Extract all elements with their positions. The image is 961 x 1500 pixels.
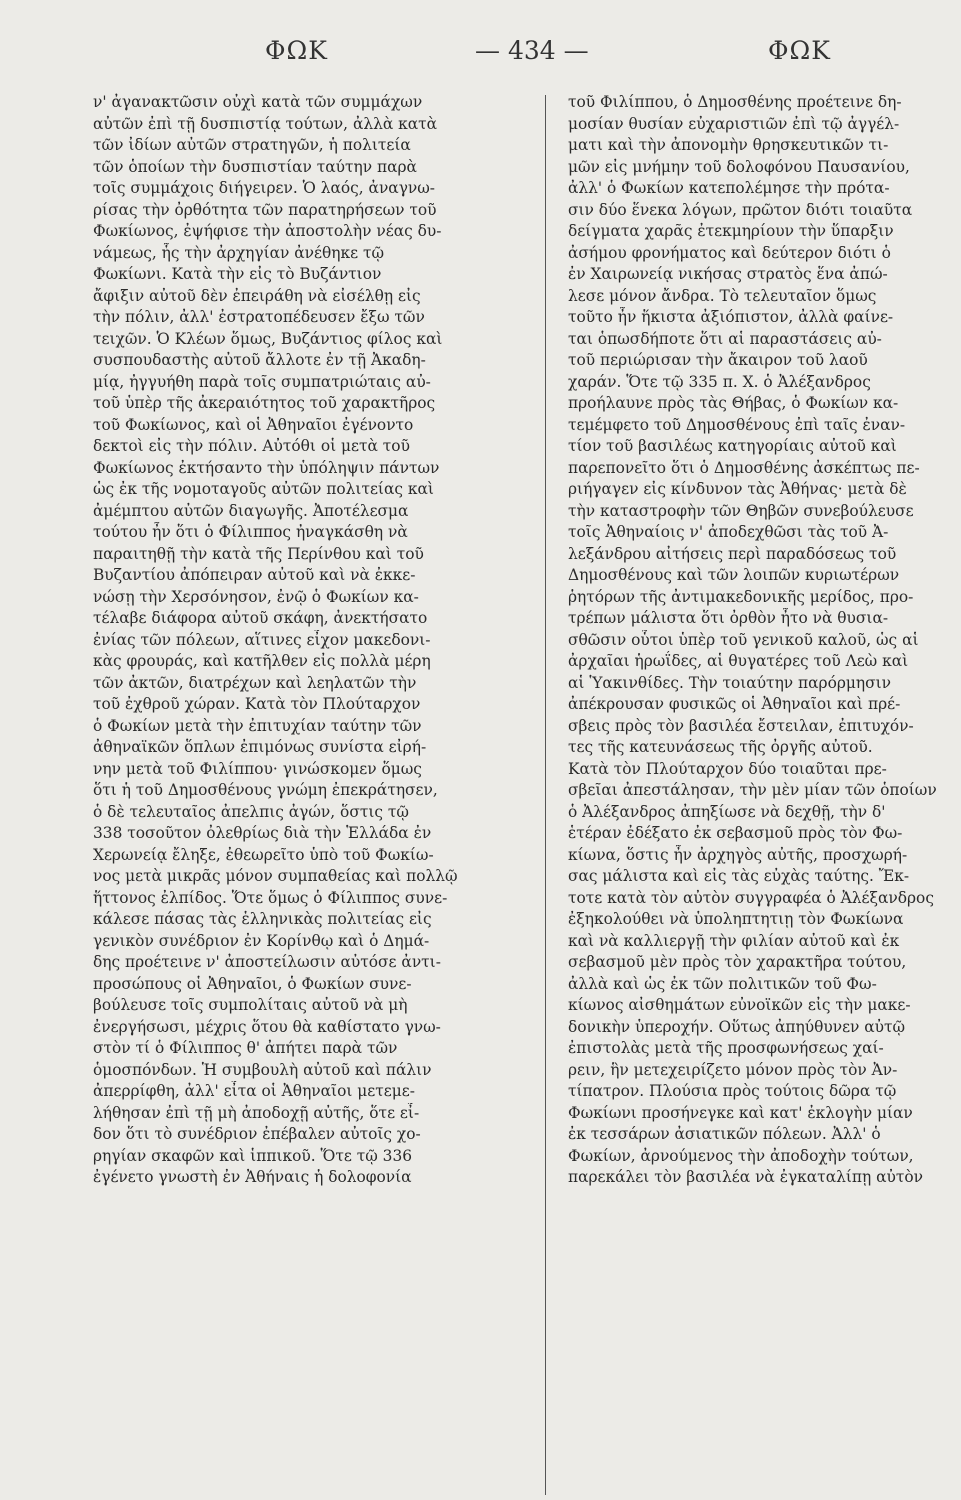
- text-line: τίπατρον. Πλούσια πρὸς τούτοις δῶρα τῷ: [568, 1082, 897, 1100]
- text-line: ἀρχαῖαι ἡρωΐδες, αἱ θυγατέρες τοῦ Λεὼ καὶ: [568, 652, 909, 670]
- text-line: νώσῃ τὴν Χερσόνησον, ἐνῷ ὁ Φωκίων κα-: [93, 587, 419, 606]
- text-line: ἐνίας τῶν πόλεων, αἵτινες εἶχον μακεδονι-: [93, 630, 431, 649]
- text-line: ἑτέραν ἐδέξατο ἐκ σεβασμοῦ πρὸς τὸν Φω-: [568, 824, 903, 842]
- text-line: λεξάνδρου αἰτήσεις περὶ παραδόσεως τοῦ: [568, 544, 897, 563]
- text-line: καὶ νὰ καλλιεργῇ τὴν φιλίαν αὐτοῦ καὶ ἐκ: [568, 931, 900, 950]
- text-line: συσπουδαστὴς αὐτοῦ ἄλλοτε ἐν τῇ Ἀκαδη-: [93, 351, 426, 369]
- text-line: ἀσήμου φρονήματος καὶ δεύτερον διότι ὁ: [568, 243, 891, 262]
- text-line: ριήγαγεν εἰς κίνδυνον τὰς Ἀθήνας· μετὰ δὲ: [568, 480, 907, 498]
- text-line: τοῦ ἐχθροῦ χώραν. Κατὰ τὸν Πλούταρχον: [93, 695, 421, 713]
- text-line: ἥττονος ἐλπίδος. Ὅτε ὅμως ὁ Φίλιππος συνε-: [93, 888, 448, 907]
- text-line: δείγματα χαρᾶς ἐτεκμηρίουν τὴν ὕπαρξιν: [568, 222, 894, 240]
- text-line: Δημοσθένους καὶ τῶν λοιπῶν κυριωτέρων: [568, 566, 900, 584]
- text-line: σθῶσιν οὗτοι ὑπὲρ τοῦ γενικοῦ καλοῦ, ὡς αἱ: [568, 630, 919, 649]
- text-line: γενικὸν συνέδριον ἐν Κορίνθῳ καὶ ὁ Δημά-: [93, 931, 430, 950]
- text-line: τοῦτο ἦν ἥκιστα ἀξιόπιστον, ἀλλὰ φαίνε-: [568, 308, 894, 326]
- text-line: νάμεως, ἧς τὴν ἀρχηγίαν ἀνέθηκε τῷ: [93, 243, 385, 262]
- text-line: κίωνα, ὅστις ἦν ἀρχηγὸς αὐτῆς, προσχωρή-: [568, 845, 908, 864]
- text-line: ἐνεργήσωσι, μέχρις ὅτου θὰ καθίστατο γνω-: [93, 1017, 441, 1036]
- text-line: ματι καὶ τὴν ἀπονομὴν θρησκευτικῶν τι-: [568, 136, 889, 154]
- text-line: Χερωνείᾳ ἔληξε, ἐθεωρεῖτο ὑπὸ τοῦ Φωκίω-: [93, 845, 434, 864]
- text-line: τῶν ἀκτῶν, διατρέχων καὶ λεηλατῶν τὴν: [93, 673, 417, 692]
- text-line: Φωκίωνι. Κατὰ τὴν εἰς τὸ Βυζάντιον: [93, 265, 382, 283]
- column-divider: [545, 95, 546, 1495]
- text-line: ἀμέμπτου αὐτῶν διαγωγῆς. Ἀποτέλεσμα: [93, 501, 409, 520]
- text-line: τέλαβε διάφορα αὐτοῦ σκάφη, ἀνεκτήσατο: [93, 609, 428, 627]
- text-line: ται ὁπωσδήποτε ὅτι αἱ παραστάσεις αὐ-: [568, 329, 882, 348]
- text-line: τούτου ἦν ὅτι ὁ Φίλιππος ἠναγκάσθη νὰ: [93, 523, 408, 541]
- text-line: δονικὴν ὑπεροχήν. Οὕτως ἀπηύθυνεν αὐτῷ: [568, 1017, 906, 1036]
- text-line: Φωκίων, ἀρνούμενος τὴν ἀποδοχὴν τούτων,: [568, 1146, 914, 1165]
- text-line: ἀλλὰ καὶ ὡς ἐκ τῶν πολιτικῶν τοῦ Φω-: [568, 974, 877, 993]
- text-line: σας μάλιστα καὶ εἰς τὰς εὐχὰς ταύτης. Ἔκ-: [568, 867, 910, 885]
- text-line: ὁ Ἀλέξανδρος ἀπηξίωσε νὰ δεχθῇ, τὴν δ': [568, 802, 886, 821]
- text-line: κὰς φρουράς, καὶ κατῆλθεν εἰς πολλὰ μέρη: [93, 652, 431, 670]
- text-line: τοῖς συμμάχοις διήγειρεν. Ὁ λαός, ἀναγνω-: [93, 179, 435, 197]
- text-line: κάλεσε πάσας τὰς ἑλληνικὰς πολιτείας εἰς: [93, 910, 432, 928]
- text-line: ρειν, ἣν μετεχειρίζετο μόνον πρὸς τὸν Ἀν-: [568, 1060, 898, 1079]
- text-line: τῶν ἰδίων αὐτῶν στρατηγῶν, ἡ πολιτεία: [93, 136, 411, 154]
- text-line: τῶν ὁποίων τὴν δυσπιστίαν ταύτην παρὰ: [93, 157, 417, 176]
- text-line: ρηγίαν σκαφῶν καὶ ἱππικοῦ. Ὅτε τῷ 336: [93, 1146, 413, 1165]
- text-line: τρέπων μάλιστα ὅτι ὀρθὸν ἦτο νὰ θυσια-: [568, 609, 889, 627]
- header-right-word: ΦΩΚ: [768, 36, 831, 65]
- text-line: ρίσας τὴν ὀρθότητα τῶν παρατηρήσεων τοῦ: [93, 200, 437, 219]
- text-line: ῥητόρων τῆς ἀντιμακεδονικῆς μερίδος, προ-: [568, 587, 914, 606]
- text-line: ἀπερρίφθη, ἀλλ' εἶτα οἱ Ἀθηναῖοι μετεμε-: [93, 1082, 415, 1100]
- text-line: χαράν. Ὅτε τῷ 335 π. Χ. ὁ Ἀλέξανδρος: [568, 372, 871, 391]
- text-line: παρεκάλει τὸν βασιλέα νὰ ἐγκαταλίπῃ αὐτὸν: [568, 1168, 923, 1186]
- text-line: προσώπους οἱ Ἀθηναῖοι, ὁ Φωκίων συνε-: [93, 974, 412, 993]
- text-line: τοῖς Ἀθηναίοις ν' ἀποδεχθῶσι τὰς τοῦ Ἀ-: [568, 523, 889, 541]
- header-left-word: ΦΩΚ: [265, 36, 328, 65]
- text-line: Βυζαντίου ἀπόπειραν αὐτοῦ καὶ νὰ ἐκκε-: [93, 566, 416, 584]
- text-line: τοῦ Φωκίωνος, καὶ οἱ Ἀθηναῖοι ἐγένοντο: [93, 415, 414, 434]
- text-line: ἐν Χαιρωνείᾳ νικήσας στρατὸς ἕνα ἀπώ-: [568, 265, 888, 283]
- text-line: ἄφιξιν αὐτοῦ δὲν ἐπειράθη νὰ εἰσέλθῃ εἰς: [93, 286, 421, 305]
- text-line: λεσε μόνον ἄνδρα. Τὸ τελευταῖον ὅμως: [568, 286, 877, 305]
- text-line: αἱ Ὑακινθίδες. Τὴν τοιαύτην παρόρμησιν: [568, 673, 892, 692]
- text-line: ν' ἀγανακτῶσιν οὐχὶ κατὰ τῶν συμμάχων: [93, 93, 423, 111]
- text-line: ἀθηναϊκῶν ὅπλων ἐπιμόνως συνίστα εἰρή-: [93, 738, 427, 756]
- text-line: ὁ δὲ τελευταῖος ἀπελπις ἀγών, ὅστις τῷ: [93, 802, 409, 821]
- text-line: Φωκίωνος ἐκτήσαντο τὴν ὑπόληψιν πάντων: [93, 458, 440, 477]
- text-line: ὡς ἐκ τῆς νομοταγοῦς αὐτῶν πολιτείας καὶ: [93, 480, 434, 498]
- text-line: δεκτοὶ εἰς τὴν πόλιν. Αὐτόθι οἱ μετὰ τοῦ: [93, 437, 410, 455]
- text-line: σιν δύο ἕνεκα λόγων, πρῶτον διότι τοιαῦτα: [568, 200, 913, 219]
- text-line: παρεπονεῖτο ὅτι ὁ Δημοσθένης ἀσκέπτως πε-: [568, 458, 920, 477]
- text-line: σεβασμοῦ μὲν πρὸς τὸν χαρακτῆρα τούτου,: [568, 953, 907, 971]
- text-line: τοῦ ὑπὲρ τῆς ἀκεραιότητος τοῦ χαρακτῆρος: [93, 394, 436, 412]
- text-line: ἐκ τεσσάρων ἀσιατικῶν πόλεων. Ἀλλ' ὁ: [568, 1125, 881, 1143]
- text-line: Φωκίωνι προσήνεγκε καὶ κατ' ἐκλογὴν μίαν: [568, 1103, 913, 1122]
- text-line: αὐτῶν ἐπὶ τῇ δυσπιστίᾳ τούτων, ἀλλὰ κατὰ: [93, 114, 438, 133]
- text-line: ἀλλ' ὁ Φωκίων κατεπολέμησε τὴν πρότα-: [568, 179, 890, 197]
- text-line: κίωνος αἰσθημάτων εὐνοϊκῶν εἰς τὴν μακε-: [568, 996, 911, 1014]
- text-line: δης προέτεινε ν' ἀποστείλωσιν αὐτόσε ἀντι-: [93, 953, 441, 971]
- text-line: μίᾳ, ἠγγυήθη παρὰ τοῖς συμπατριώταις αὐ-: [93, 372, 431, 391]
- text-line: τες τῆς κατευνάσεως τῆς ὀργῆς αὐτοῦ.: [568, 738, 873, 756]
- text-line: ὁμοσπόνδων. Ἡ συμβουλὴ αὐτοῦ καὶ πάλιν: [93, 1060, 432, 1079]
- text-line: τειχῶν. Ὁ Κλέων ὅμως, Βυζάντιος φίλος καὶ: [93, 329, 443, 348]
- text-line: 338 τοσοῦτον ὀλεθρίως διὰ τὴν Ἑλλάδα ἐν: [93, 824, 432, 842]
- text-line: στὸν τί ὁ Φίλιππος θ' ἀπήτει παρὰ τῶν: [93, 1039, 398, 1057]
- text-line: τοῦ περιώρισαν τὴν ἄκαιρον τοῦ λαοῦ: [568, 351, 868, 369]
- text-line: Κατὰ τὸν Πλούταρχον δύο τοιαῦται πρε-: [568, 759, 887, 778]
- text-line: σβεῖαι ἀπεστάλησαν, τὴν μὲν μίαν τῶν ὁποίων: [568, 781, 937, 799]
- page-number: — 434 —: [475, 36, 589, 65]
- text-line: τὴν πόλιν, ἀλλ' ἐστρατοπέδευσεν ἔξω τῶν: [93, 308, 425, 326]
- text-line: παραιτηθῇ τὴν κατὰ τῆς Περίνθου καὶ τοῦ: [93, 544, 424, 563]
- text-line: τίον τοῦ βασιλέως κατηγορίαις αὐτοῦ καὶ: [568, 437, 897, 455]
- text-line: ἐγένετο γνωστὴ ἐν Ἀθήναις ἡ δολοφονία: [93, 1168, 412, 1186]
- text-line: βούλευσε τοῖς συμπολίταις αὐτοῦ νὰ μὴ: [93, 996, 408, 1014]
- text-line: τοῦ Φιλίππου, ὁ Δημοσθένης προέτεινε δη-: [568, 93, 902, 111]
- left-text-column: [93, 92, 525, 1492]
- text-line: προήλαυνε πρὸς τὰς Θήβας, ὁ Φωκίων κα-: [568, 394, 899, 412]
- text-line: ὅτι ἡ τοῦ Δημοσθένους γνώμη ἐπεκράτησεν,: [93, 781, 438, 799]
- right-text-column: [568, 92, 956, 1492]
- text-line: τεμέμφετο τοῦ Δημοσθένους ἐπὶ ταῖς ἐναν-: [568, 415, 906, 434]
- text-line: ὁ Φωκίων μετὰ τὴν ἐπιτυχίαν ταύτην τῶν: [93, 716, 422, 735]
- text-line: τοτε κατὰ τὸν αὐτὸν συγγραφέα ὁ Ἀλέξανδρος: [568, 888, 934, 907]
- text-line: ἐπιστολὰς μετὰ τῆς προσφωνήσεως χαί-: [568, 1039, 884, 1057]
- text-line: τὴν καταστροφὴν τῶν Θηβῶν συνεβούλευσε: [568, 501, 914, 520]
- text-line: σβεις πρὸς τὸν βασιλέα ἔστειλαν, ἐπιτυχόν-: [568, 716, 914, 735]
- text-line: Φωκίωνος, ἐψήφισε τὴν ἀποστολὴν νέας δυ-: [93, 222, 442, 240]
- text-line: λήθησαν ἐπὶ τῇ μὴ ἀποδοχῇ αὐτῆς, ὅτε εἶ-: [93, 1103, 420, 1122]
- text-line: μοσίαν θυσίαν εὐχαριστιῶν ἐπὶ τῷ ἀγγέλ-: [568, 114, 900, 133]
- text-line: νην μετὰ τοῦ Φιλίππου· γινώσκομεν ὅμως: [93, 759, 422, 778]
- running-header: [0, 36, 961, 76]
- text-line: ἐξηκολούθει νὰ ὑποληπτητιῃ τὸν Φωκίωνα: [568, 910, 904, 928]
- text-line: δον ὅτι τὸ συνέδριον ἐπέβαλεν αὐτοῖς χο-: [93, 1125, 421, 1143]
- text-line: νος μετὰ μικρᾶς μόνον συμπαθείας καὶ πολλῷ: [93, 867, 458, 885]
- text-line: μῶν εἰς μνήμην τοῦ δολοφόνου Παυσανίου,: [568, 157, 910, 176]
- text-line: ἀπέκρουσαν φυσικῶς οἱ Ἀθηναῖοι καὶ πρέ-: [568, 695, 901, 713]
